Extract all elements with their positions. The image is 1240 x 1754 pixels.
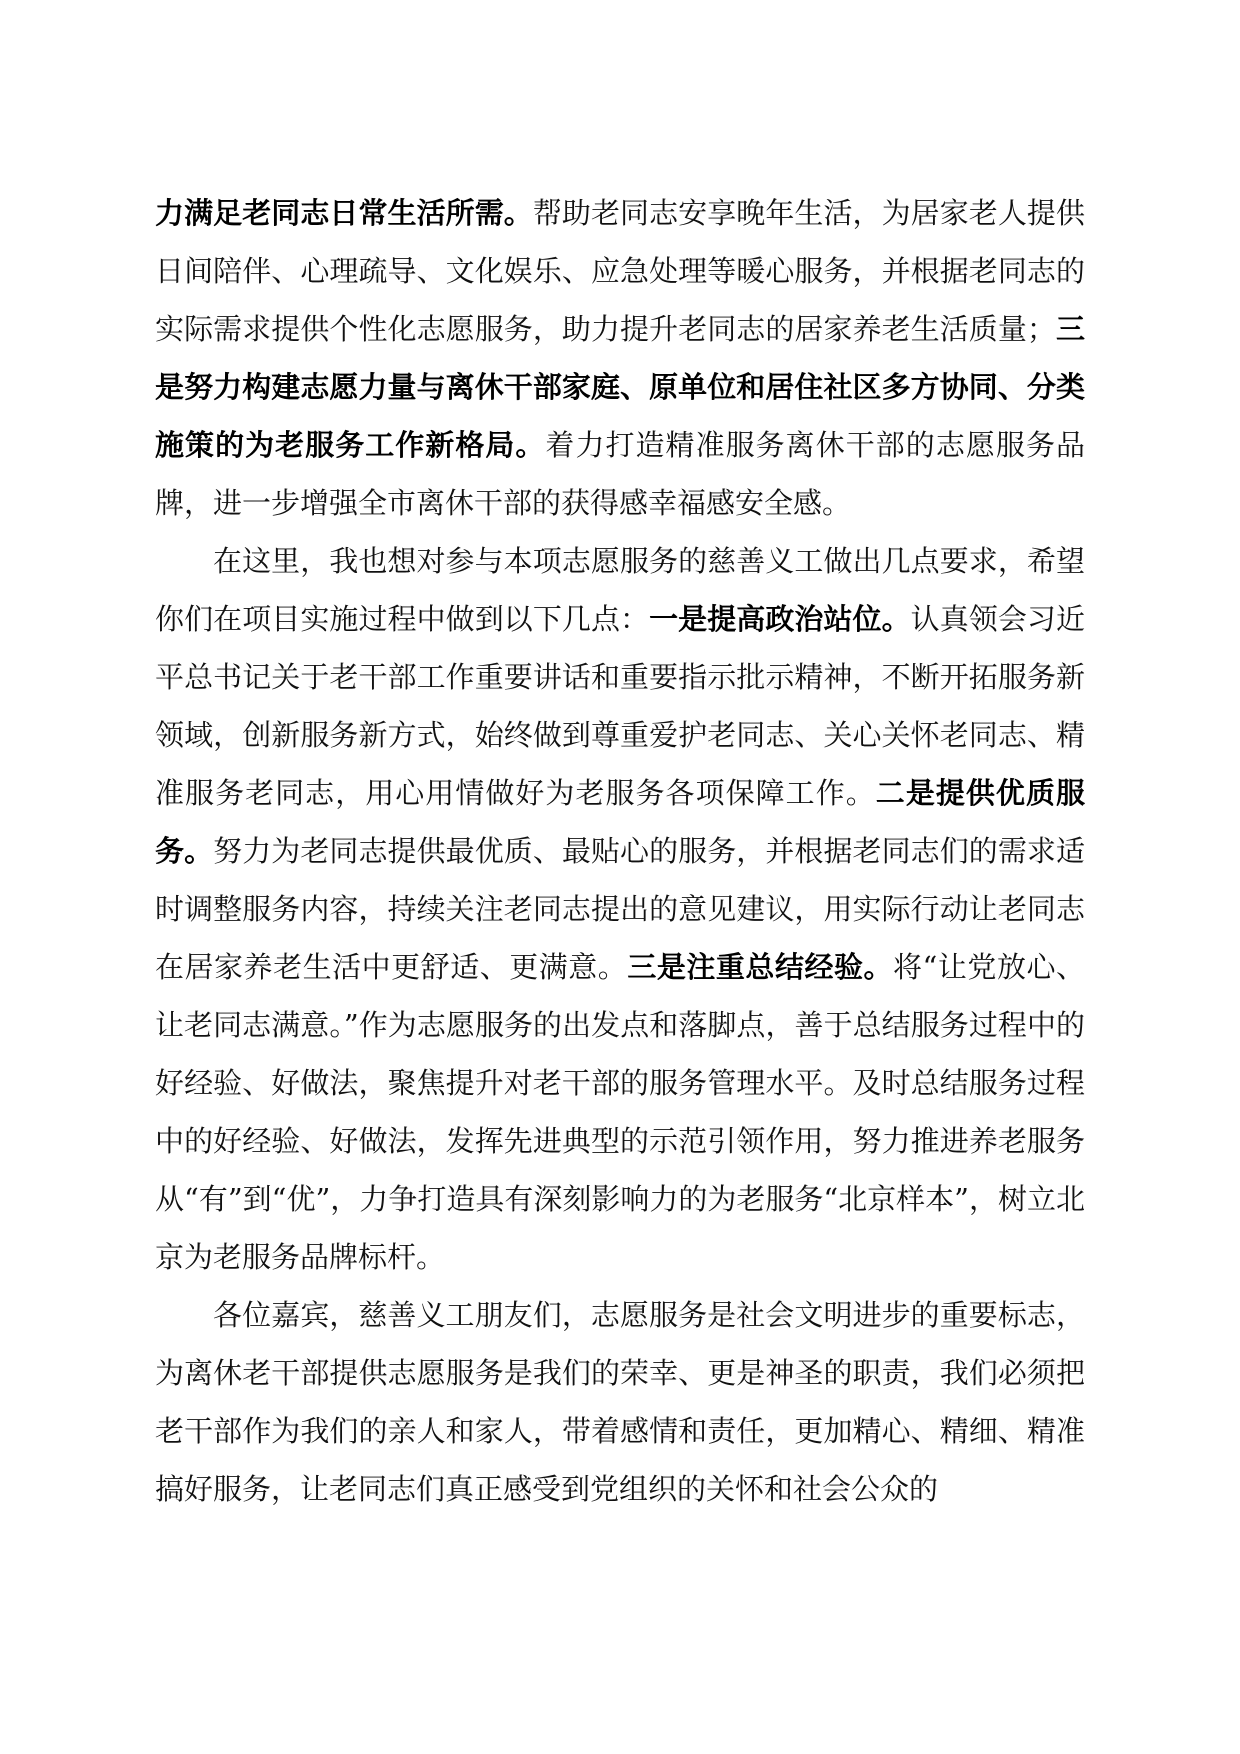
bold-heading-run: 三是努力构建志愿力量与离休干部家庭、原单位和居住社区多方协同、分类施策的为老服务工作新格局。 — [155, 312, 1085, 462]
text-run: 各位嘉宾，慈善义工朋友们，志愿服务是社会文明进步的重要标志，为离休老干部提供志愿服务是我们的荣幸、更是神圣的职责，我们必须把老干部作为我们的亲人和家人，带着感情和责任，更加精心、精细、精准搞好服务，让老同志们真正感受到党组织的关怀和社会公众的 — [155, 1298, 1085, 1506]
body-text — [155, 184, 1085, 1518]
bold-heading-run: 三是注重总结经验。 — [627, 950, 894, 984]
text-run: 努力为老同志提供最优质、最贴心的服务，并根据老同志们的需求适时调整服务内容，持续关注老同志提出的意见建议，用实际行动让老同志在居家养老生活中更舒适、更满意。 — [155, 834, 1085, 984]
paragraph-3 — [155, 1286, 1085, 1518]
bold-heading-run: 一是提高政治站位。 — [649, 602, 911, 636]
text-run: 将“让党放心、让老同志满意。”作为志愿服务的出发点和落脚点，善于总结服务过程中的好经验、好做法，聚焦提升对老干部的服务管理水平。及时总结服务过程中的好经验、好做法，发挥先进典型的示范引领作用，努力推进养老服务从“有”到“优”，力争打造具有深刻影响力的为老服务“北京样本”，树立北京为老服务品牌标杆。 — [155, 950, 1085, 1274]
text-run: 着力打造精准服务离休干部的志愿服务品牌，进一步增强全市离休干部的获得感幸福感安全感。 — [155, 428, 1085, 520]
text-run: 认真领会习近平总书记关于老干部工作重要讲话和重要指示批示精神，不断开拓服务新领域，创新服务新方式，始终做到尊重爱护老同志、关心关怀老同志、精准服务老同志，用心用情做好为老服务各项保障工作。 — [155, 602, 1085, 810]
bold-heading-run: 二是提供优质服务。 — [155, 776, 1085, 868]
text-run: 帮助老同志安享晚年生活，为居家老人提供日间陪伴、心理疏导、文化娱乐、应急处理等暖心服务，并根据老同志的实际需求提供个性化志愿服务，助力提升老同志的居家养老生活质量； — [155, 196, 1085, 346]
text-run: 在这里，我也想对参与本项志愿服务的慈善义工做出几点要求，希望你们在项目实施过程中做到以下几点： — [155, 544, 1085, 636]
paragraph-2 — [155, 532, 1085, 1286]
bold-heading-run: 力满足老同志日常生活所需。 — [155, 196, 533, 230]
paragraph-1 — [155, 184, 1085, 532]
